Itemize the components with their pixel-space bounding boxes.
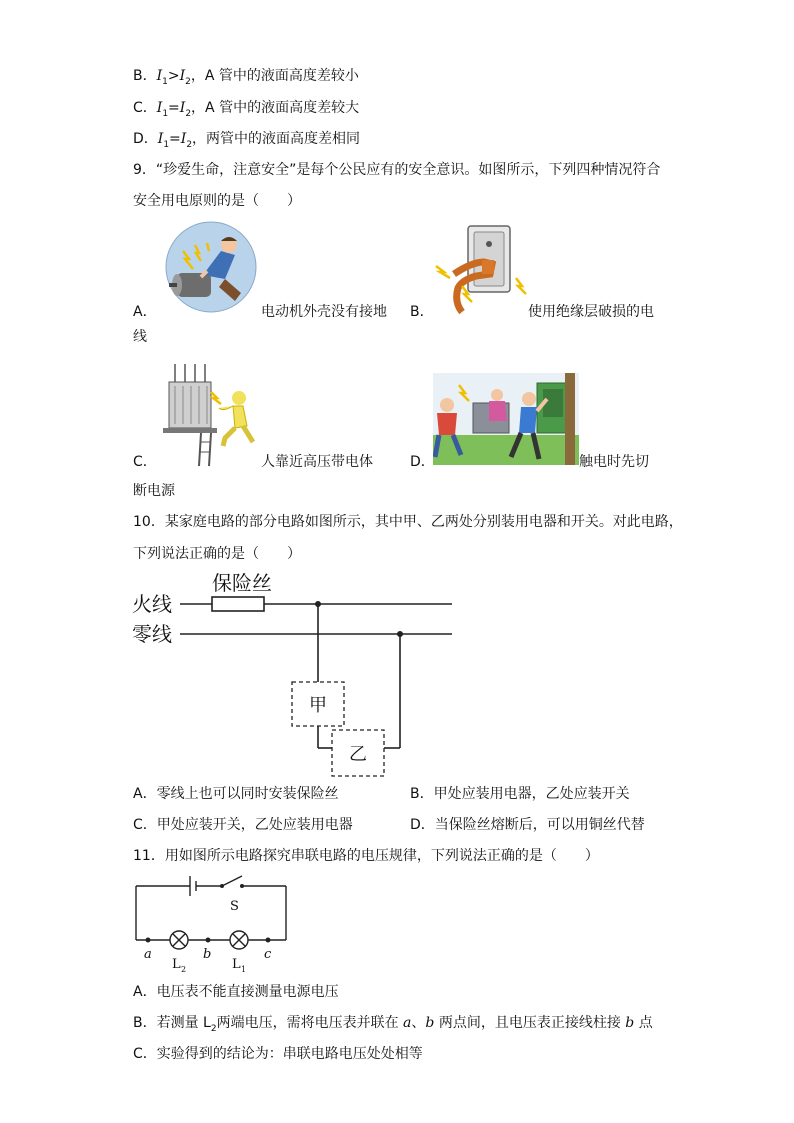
q9-option-c-text-cont: 断电源	[133, 483, 175, 499]
neutral-wire-label: 零线	[132, 622, 172, 646]
cut-power-rescue-image	[433, 373, 579, 465]
q9-option-b: B．	[410, 304, 434, 320]
q9-option-d: D．	[410, 454, 435, 470]
q10-option-b: B．甲处应装用电器，乙处应装开关	[410, 786, 630, 802]
lamp-l1-label: L	[232, 957, 241, 972]
lamp-l2-subscript: 2	[181, 965, 187, 974]
live-wire-label: 火线	[132, 592, 172, 616]
q9-option-d-text: 触电时先切	[579, 454, 649, 470]
q9-option-a: A．	[133, 304, 157, 320]
q9-option-a-text-cont: 线	[133, 329, 147, 345]
q10-stem-line2: 下列说法正确的是（ ）	[133, 546, 301, 562]
q10-stem-line1: 10．某家庭电路的部分电路如图所示，其中甲、乙两处分别装用电器和开关。对此电路，	[133, 514, 683, 530]
motor-not-grounded-image	[163, 221, 259, 313]
lamp-l2-label: L	[172, 957, 181, 972]
switch-label: S	[230, 899, 239, 914]
lamp-l1-subscript: 1	[241, 965, 247, 974]
high-voltage-image	[163, 362, 259, 466]
point-a-label: a	[144, 947, 152, 962]
point-c-label: c	[264, 947, 272, 962]
q9-option-c-text: 人靠近高压带电体	[261, 454, 373, 470]
q11-option-c: C．实验得到的结论为：串联电路电压处处相等	[133, 1046, 423, 1062]
q11-stem: 11．用如图所示电路探究串联电路的电压规律，下列说法正确的是（ ）	[133, 848, 599, 864]
fuse-label: 保险丝	[212, 571, 272, 595]
q10-option-a: A．零线上也可以同时安装保险丝	[133, 786, 339, 802]
jia-label: 甲	[309, 695, 327, 716]
q8-option-d: D．$I_1=I_2$，两管中的液面高度差相同	[133, 131, 361, 150]
q11-option-a: A．电压表不能直接测量电源电压	[133, 984, 339, 1000]
yi-label: 乙	[349, 744, 367, 765]
series-circuit-diagram	[130, 872, 294, 976]
q8-option-c: C．$I_1=I_2$，A 管中的液面高度差较大	[133, 100, 360, 119]
q8-option-b: B．$I_1>I_2$，A 管中的液面高度差较小	[133, 68, 359, 87]
q9-stem-line2: 安全用电原则的是（ ）	[133, 193, 301, 209]
point-b-label: b	[203, 947, 212, 962]
q10-option-d: D．当保险丝熔断后，可以用铜丝代替	[410, 817, 645, 833]
q9-stem-line1: 9．“珍爱生命，注意安全”是每个公民应有的安全意识。如图所示，下列四种情况符合	[133, 162, 661, 178]
household-circuit-diagram	[130, 566, 460, 780]
q9-option-c: C．	[133, 454, 157, 470]
damaged-wire-image	[432, 222, 530, 314]
q9-option-a-text: 电动机外壳没有接地	[261, 304, 387, 320]
q11-option-b: B．若测量 $L_2$两端电压，需将电压表并联在 a、b 两点间，且电压表正接线柱接 b 点	[133, 1015, 653, 1034]
q10-option-c: C．甲处应装开关，乙处应装用电器	[133, 817, 353, 833]
q9-option-b-text: 使用绝缘层破损的电	[528, 304, 654, 320]
